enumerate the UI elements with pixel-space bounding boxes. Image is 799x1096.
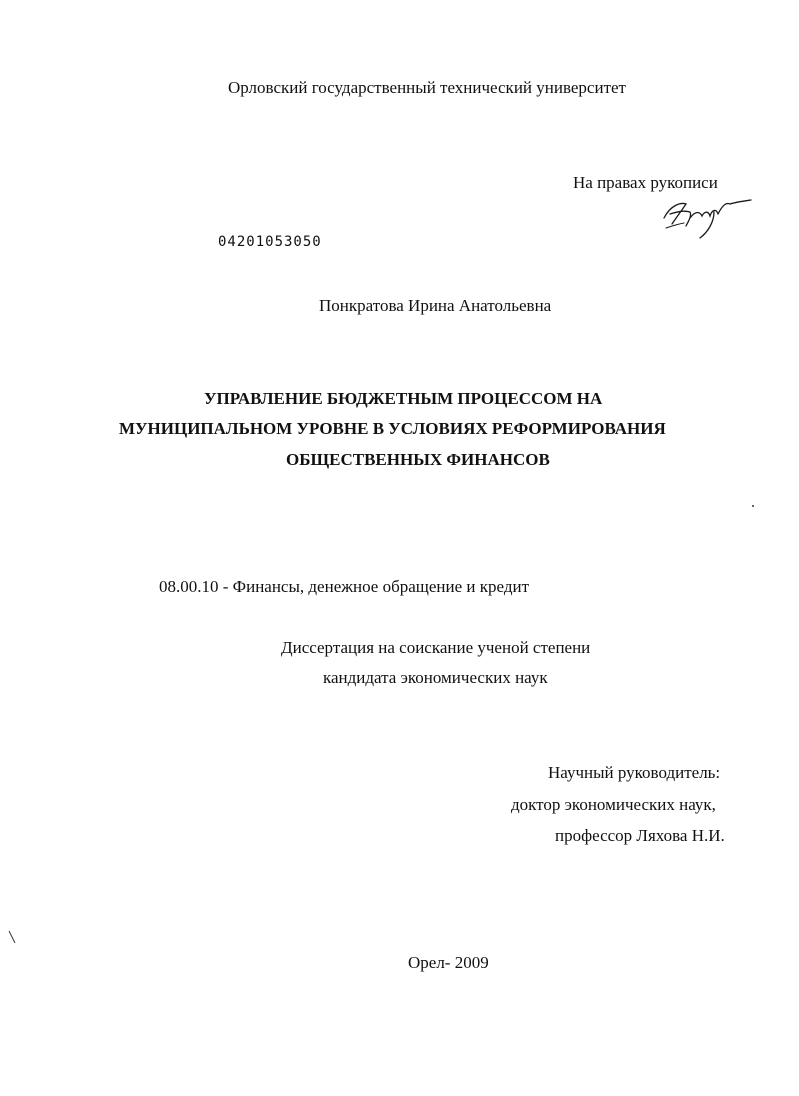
thesis-title-line-3: ОБЩЕСТВЕННЫХ ФИНАНСОВ (286, 450, 550, 469)
manuscript-note: На правах рукописи (573, 173, 718, 192)
supervisor-name: профессор Ляхова Н.И. (555, 826, 725, 845)
scan-mark (8, 930, 16, 944)
scan-speck (752, 505, 754, 507)
city-year: Орел- 2009 (408, 953, 489, 972)
dissertation-line-2: кандидата экономических наук (323, 668, 548, 687)
thesis-title-line-2: МУНИЦИПАЛЬНОМ УРОВНЕ В УСЛОВИЯХ РЕФОРМИРОВАНИЯ (119, 419, 666, 438)
specialty-code: 08.00.10 - Финансы, денежное обращение и кредит (159, 577, 530, 596)
dissertation-line-1: Диссертация на соискание ученой степени (281, 638, 591, 657)
supervisor-degree: доктор экономических наук, (511, 795, 716, 814)
registration-code: 04201053050 (218, 234, 322, 250)
author-name: Понкратова Ирина Анатольевна (319, 296, 552, 315)
university-name: Орловский государственный технический университет (228, 78, 626, 97)
supervisor-label: Научный руководитель: (548, 763, 721, 782)
thesis-title-line-1: УПРАВЛЕНИЕ БЮДЖЕТНЫМ ПРОЦЕССОМ НА (204, 389, 603, 408)
handwritten-signature (656, 188, 752, 240)
